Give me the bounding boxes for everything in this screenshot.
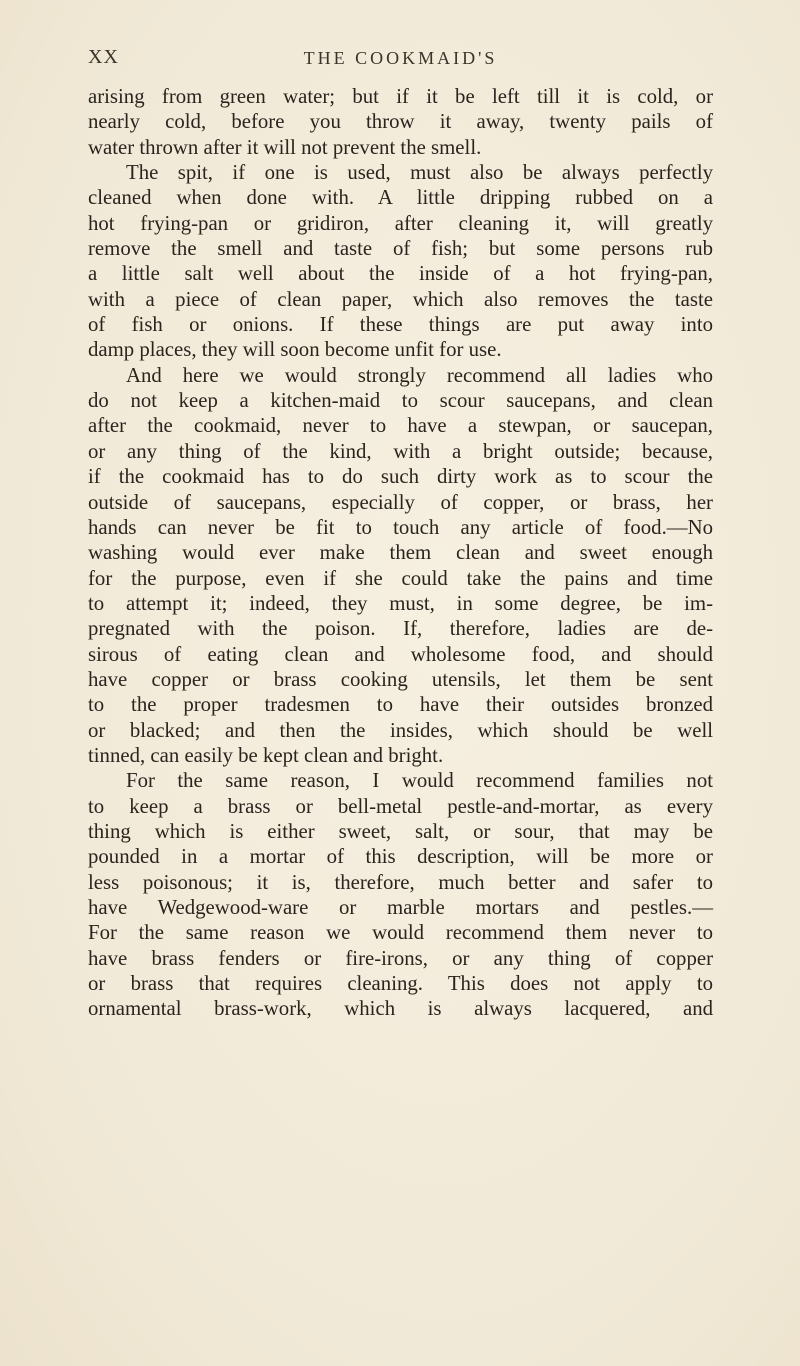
text-line: pregnated with the poison. If, therefore, ladies are de- [88,617,713,641]
text-line: have Wedgewood-ware or marble mortars and pestles.— [88,896,713,919]
text-line: outside of saucepans, especially of copper, or brass, her [88,490,713,514]
text-line: to the proper tradesmen to have their outsides bronzed [88,693,713,717]
text-line: to keep a brass or bell-metal pestle-and-mortar, as every [88,794,713,818]
text-line: thing which is either sweet, salt, or sour, that may be [88,819,713,843]
text-line: tinned, can easily be kept clean and bright. [88,743,444,767]
paragraph-1 [88,84,713,160]
text-line: have brass fenders or fire-irons, or any thing of copper [88,946,713,970]
text-line: a little salt well about the inside of a hot frying-pan, [88,262,713,286]
text-line: damp places, they will soon become unfit for use. [88,338,502,362]
text-line: or brass that requires cleaning. This does not apply to [88,972,713,996]
running-head: THE COOKMAID'S [303,48,498,68]
text-line: if the cookmaid has to do such dirty work as to scour the [88,465,713,489]
text-line: For the same reason we would recommend them never to [88,921,713,945]
text-line: The spit, if one is used, must also be always perfectly [126,161,713,185]
text-line: to attempt it; indeed, they must, in some degree, be im- [88,591,713,615]
page-header [88,46,713,76]
text-line: do not keep a kitchen-maid to scour saucepans, and clean [88,389,713,413]
text-line: washing would ever make them clean and sweet enough [88,541,713,565]
text-line: water thrown after it will not prevent the smell. [88,135,482,159]
text-line: For the same reason, I would recommend families not [126,769,713,793]
text-line: ornamental brass-work, which is always lacquered, and [88,997,713,1021]
text-line: pounded in a mortar of this description, will be more or [88,845,713,869]
text-line: after the cookmaid, never to have a stewpan, or saucepan, [88,414,713,438]
text-line: remove the smell and taste of fish; but some persons rub [88,237,713,261]
text-line: And here we would strongly recommend all ladies who [126,363,713,387]
text-line: sirous of eating clean and wholesome food, and should [88,642,713,666]
text-line: have copper or brass cooking utensils, let them be sent [88,667,713,691]
text-line: less poisonous; it is, therefore, much better and safer to [88,870,713,894]
text-line: hot frying-pan or gridiron, after cleaning it, will greatly [88,211,713,235]
text-line: with a piece of clean paper, which also removes the taste [88,287,713,311]
text-line: cleaned when done with. A little dripping rubbed on a [88,186,713,210]
page-number: XX [88,46,119,68]
paragraph-4 [88,768,713,1021]
text-line: arising from green water; but if it be left till it is cold, or [88,85,713,108]
text-line: or any thing of the kind, with a bright outside; because, [88,439,713,463]
text-line: nearly cold, before you throw it away, twenty pails of [88,110,713,134]
paragraph-2 [88,160,713,363]
text-line: of fish or onions. If these things are put away into [88,313,713,337]
body-text [88,84,713,1022]
text-line: hands can never be fit to touch any article of food.—No [88,515,713,539]
paragraph-3 [88,363,713,769]
text-line: for the purpose, even if she could take the pains and time [88,566,713,590]
text-line: or blacked; and then the insides, which should be well [88,718,713,742]
